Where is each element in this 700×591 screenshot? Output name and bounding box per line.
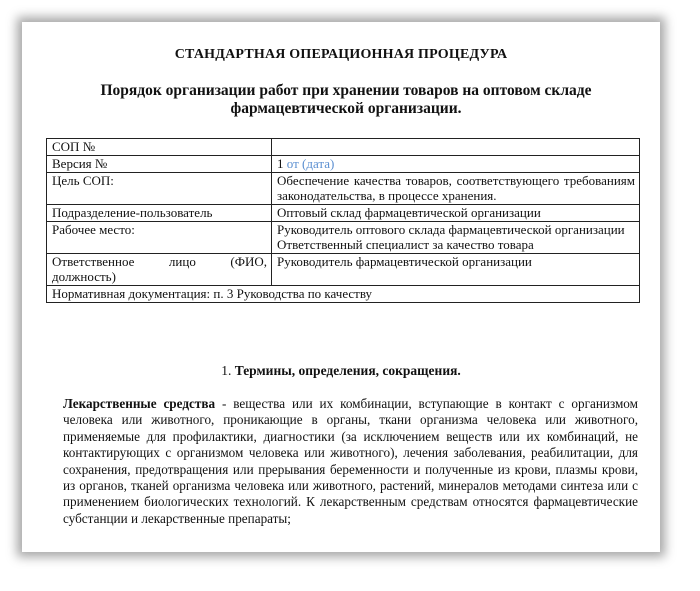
table-row (47, 222, 640, 254)
section-title: Термины, определения, сокращения. (234, 363, 461, 378)
document-page (22, 22, 660, 552)
version-number: 1 (277, 156, 284, 171)
document-title: СТАНДАРТНАЯ ОПЕРАЦИОННАЯ ПРОЦЕДУРА (174, 47, 508, 62)
table-row (47, 205, 640, 222)
definition-term: Лекарственные средства (63, 396, 216, 411)
definition-text: - вещества или их комбинации, вступающие в контакт с организмом человека или животного, проникающие в органы, ткани организма человека или животного, применяемые для профилактики, диагностики (за исключением веществ или их комбинаций, не контактирующих с организмом человека или животного), лечения заболевания, реабилитации, для сохранения, предотвращения или прерывания беременности и полученные из крови, плазмы крови, из органов, тканей организма человека или животного, растений, минералов методами синтеза или с применением биологических технологий. К лекарственным средствам относятся фармацевтические субстанции и лекарственные препараты; (63, 396, 638, 526)
table-row (47, 139, 640, 156)
cut-off-text-line (63, 550, 638, 552)
workplace-line-1: Руководитель оптового склада фармацевтической организации (277, 222, 625, 237)
purpose-label: Цель СОП: (47, 173, 272, 205)
version-label: Версия № (47, 156, 272, 173)
purpose-value: Обеспечение качества товаров, соответствующего требованиям законодательства, в процессе хранения. (272, 173, 640, 205)
version-value (272, 156, 640, 173)
workplace-label: Рабочее место: (47, 222, 272, 254)
table-row (47, 286, 640, 303)
table-row (47, 156, 640, 173)
section-heading (22, 363, 660, 379)
responsible-label: Ответственное лицо (ФИО, должность) (47, 254, 272, 286)
document-subtitle: Порядок организации работ при хранении товаров на оптовом складе фармацевтической организации. (100, 82, 592, 117)
table-row (47, 173, 640, 205)
normative-docs: Нормативная документация: п. 3 Руководства по качеству (47, 286, 640, 303)
department-value: Оптовый склад фармацевтической организации (272, 205, 640, 222)
sop-number-value (272, 139, 640, 156)
department-label: Подразделение-пользователь (47, 205, 272, 222)
sop-number-label: СОП № (47, 139, 272, 156)
definition-paragraph (63, 396, 638, 527)
section-number: 1. (221, 363, 232, 378)
version-date-link[interactable]: от (дата) (286, 156, 335, 171)
workplace-value (272, 222, 640, 254)
responsible-value: Руководитель фармацевтической организации (272, 254, 640, 286)
table-row (47, 254, 640, 286)
workplace-line-2: Ответственный специалист за качество товара (277, 237, 534, 252)
sop-info-table (46, 138, 640, 303)
